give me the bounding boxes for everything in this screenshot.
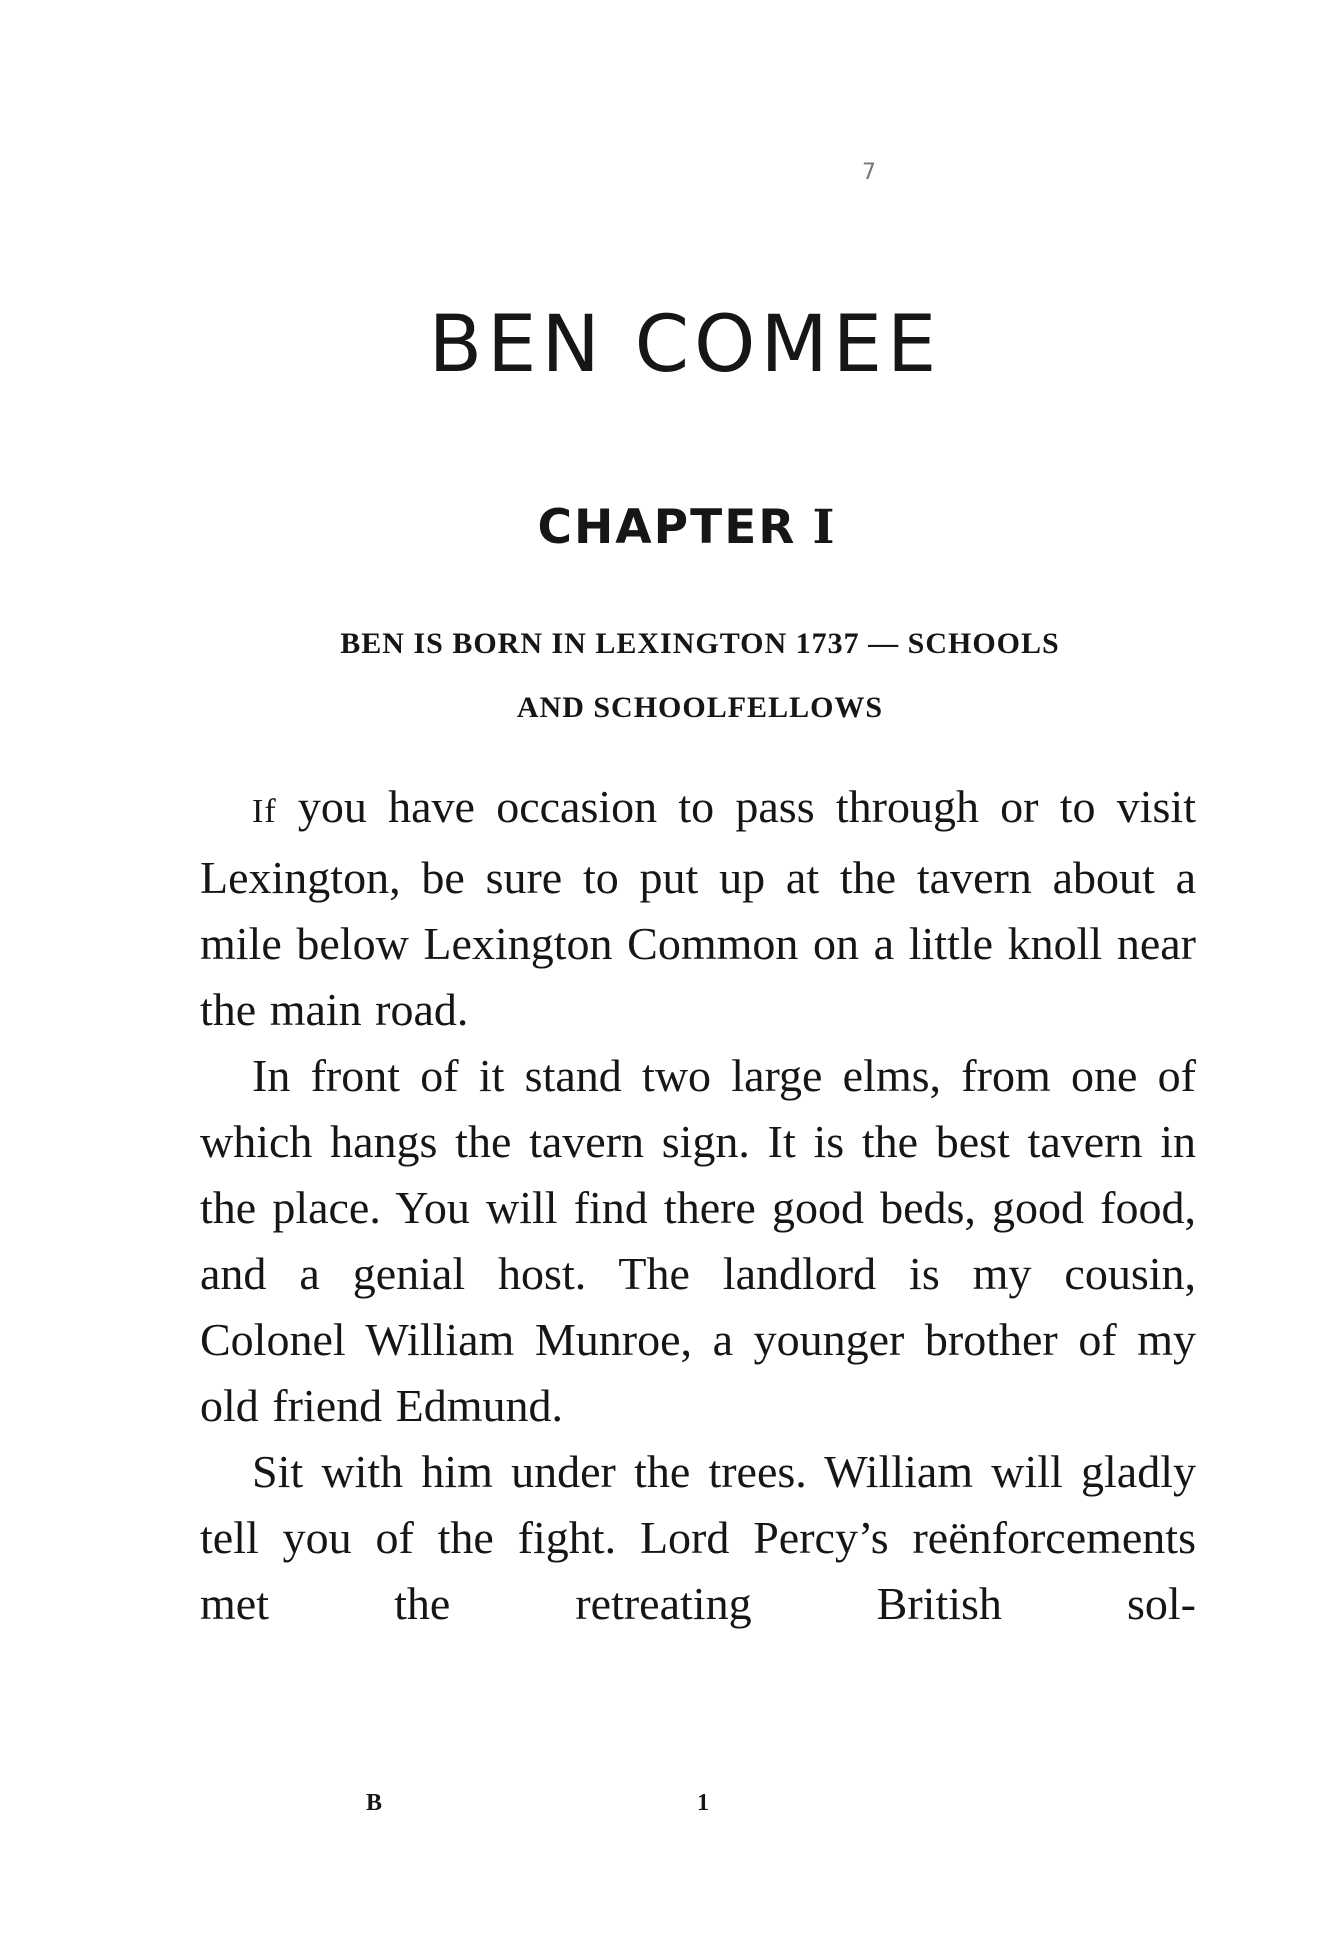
chapter-subtitle — [240, 612, 1160, 740]
paragraph-text: In front of it stand two large elms, from one of which hangs the tavern sign. It is the best tavern in the place. You will find there good beds, good food, and a genial host. The landlord is my cousin, Colonel William Munroe, a younger brother of my old friend Edmund. — [200, 1050, 1196, 1431]
chapter-label: CHAPTER — [537, 500, 797, 555]
paragraph-1 — [200, 774, 1196, 1043]
book-title: BEN COMEE — [428, 300, 942, 390]
paragraph-lead-small-caps: If — [252, 793, 277, 830]
paragraph-text: Sit with him under the trees. William will gladly tell you of the fight. Lord Percy’s reënforcements met the retreating British sol- — [200, 1446, 1196, 1629]
chapter-number: I — [812, 500, 837, 555]
signature-mark: B — [366, 1790, 383, 1816]
paragraph-3 — [200, 1439, 1196, 1637]
pencil-mark: 7 — [862, 160, 876, 185]
chapter-subtitle-line-1: BEN IS BORN IN LEXINGTON 1737 — SCHOOLS — [340, 627, 1060, 660]
paragraph-text: you have occasion to pass through or to visit Lexington, be sure to put up at the tavern about a mile below Lexington Common on a little knoll near the main road. — [200, 781, 1196, 1035]
page-number: 1 — [697, 1790, 709, 1816]
chapter-heading — [0, 498, 1334, 558]
paragraph-2 — [200, 1043, 1196, 1439]
chapter-subtitle-line-2: AND SCHOOLFELLOWS — [516, 691, 884, 724]
chapter-body — [200, 774, 1196, 1637]
